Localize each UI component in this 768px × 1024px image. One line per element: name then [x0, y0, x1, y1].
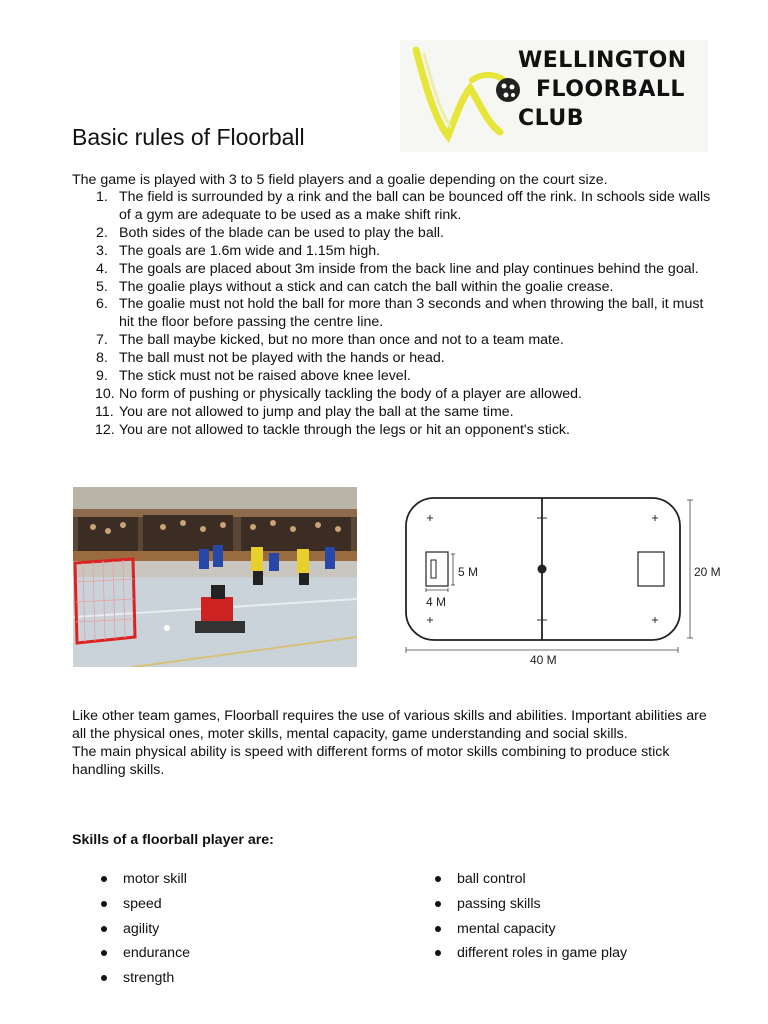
rule-item: [72, 422, 712, 440]
rule-number: 1.: [96, 189, 108, 205]
rule-item: [72, 279, 712, 297]
crease-length-label: 5 M: [458, 565, 479, 579]
rule-item: [72, 404, 712, 422]
rule-number: 9.: [96, 368, 108, 385]
rule-number: 10.: [95, 385, 115, 402]
skills-list-right: [407, 871, 627, 970]
logo-swoosh-icon: [400, 40, 525, 152]
skills-heading: Skills of a floorball player are:: [72, 832, 274, 848]
skill-item: endurance: [73, 945, 190, 970]
floorball-game-photo: [73, 487, 357, 667]
rule-text: You are not allowed to tackle through the legs or hit an opponent's stick.: [119, 421, 570, 438]
skill-item: agility: [73, 921, 190, 946]
rule-text: The goalie must not hold the ball for more than 3 seconds and when throwing the ball, it must hit the floor before passing the centre line.: [119, 296, 704, 331]
rules-list: [72, 189, 712, 440]
crease-width-label: 4 M: [426, 595, 447, 609]
rule-item: [72, 243, 712, 261]
logo-ball-icon: [496, 78, 520, 102]
page-title: Basic rules of Floorball: [72, 124, 305, 150]
paragraph-2: The main physical ability is speed with different forms of motor skills combining to produce stick handling skills.: [72, 744, 670, 778]
rule-item: [72, 332, 712, 350]
logo-line-1: WELLINGTON: [518, 48, 687, 73]
rule-text: The goalie plays without a stick and can catch the ball within the goalie crease.: [119, 278, 614, 295]
logo-line-2: FLOORBALL: [536, 77, 685, 102]
rule-number: 2.: [96, 224, 108, 241]
logo-line-3: CLUB: [518, 106, 585, 131]
rule-text: The field is surrounded by a rink and the ball can be bounced off the rink. In schools side walls of a gym are adequate to be used as a make shift rink.: [119, 189, 711, 223]
left-goal-crease: [426, 552, 448, 586]
rule-number: 4.: [96, 260, 108, 277]
intro-text: The game is played with 3 to 5 field players and a goalie depending on the court size.: [72, 172, 608, 188]
skill-item: different roles in game play: [407, 945, 627, 970]
rule-text: The goals are placed about 3m inside from the back line and play continues behind the goal.: [119, 260, 699, 277]
rule-item: [72, 350, 712, 368]
rule-number: 11.: [95, 403, 114, 420]
rule-text: Both sides of the blade can be used to play the ball.: [119, 224, 444, 241]
right-goal-crease: [638, 552, 664, 586]
rule-text: The stick must not be raised above knee level.: [119, 368, 411, 385]
rule-number: 3.: [96, 242, 108, 259]
paragraph-1: Like other team games, Floorball requires the use of various skills and abilities. Important abilities are all the physical ones, moter skills, mental capacity, game understanding and social skills.: [72, 708, 707, 742]
court-width-label: 20 M: [694, 565, 721, 579]
rule-text: The goals are 1.6m wide and 1.15m high.: [119, 242, 381, 259]
rule-number: 5.: [96, 278, 108, 295]
rule-item: [72, 189, 712, 225]
skills-paragraph: [72, 707, 712, 779]
skill-item: ball control: [407, 871, 627, 896]
skill-item: passing skills: [407, 896, 627, 921]
skill-item: motor skill: [73, 871, 190, 896]
rule-text: The ball must not be played with the hands or head.: [119, 350, 445, 367]
club-logo: [400, 40, 708, 152]
skill-item: speed: [73, 896, 190, 921]
left-goal: [431, 560, 436, 578]
skills-list-left: [73, 871, 190, 995]
skill-item: strength: [73, 970, 190, 995]
rule-number: 7.: [96, 332, 108, 349]
rule-item: [72, 261, 712, 279]
rule-item: [72, 368, 712, 386]
rule-item: [72, 386, 712, 404]
rule-text: The ball maybe kicked, but no more than once and not to a team mate.: [119, 332, 564, 349]
rule-text: You are not allowed to jump and play the ball at the same time.: [119, 403, 514, 420]
rule-item: [72, 225, 712, 243]
rule-number: 8.: [96, 350, 108, 367]
court-diagram: [400, 492, 730, 672]
centre-spot: [538, 565, 547, 574]
logo-text: [518, 46, 687, 133]
rule-number: 12.: [95, 421, 115, 438]
rule-number: 6.: [96, 296, 108, 313]
rule-item: [72, 296, 712, 332]
skill-item: mental capacity: [407, 921, 627, 946]
court-length-label: 40 M: [530, 653, 557, 667]
rule-text: No form of pushing or physically tackling the body of a player are allowed.: [119, 385, 582, 402]
